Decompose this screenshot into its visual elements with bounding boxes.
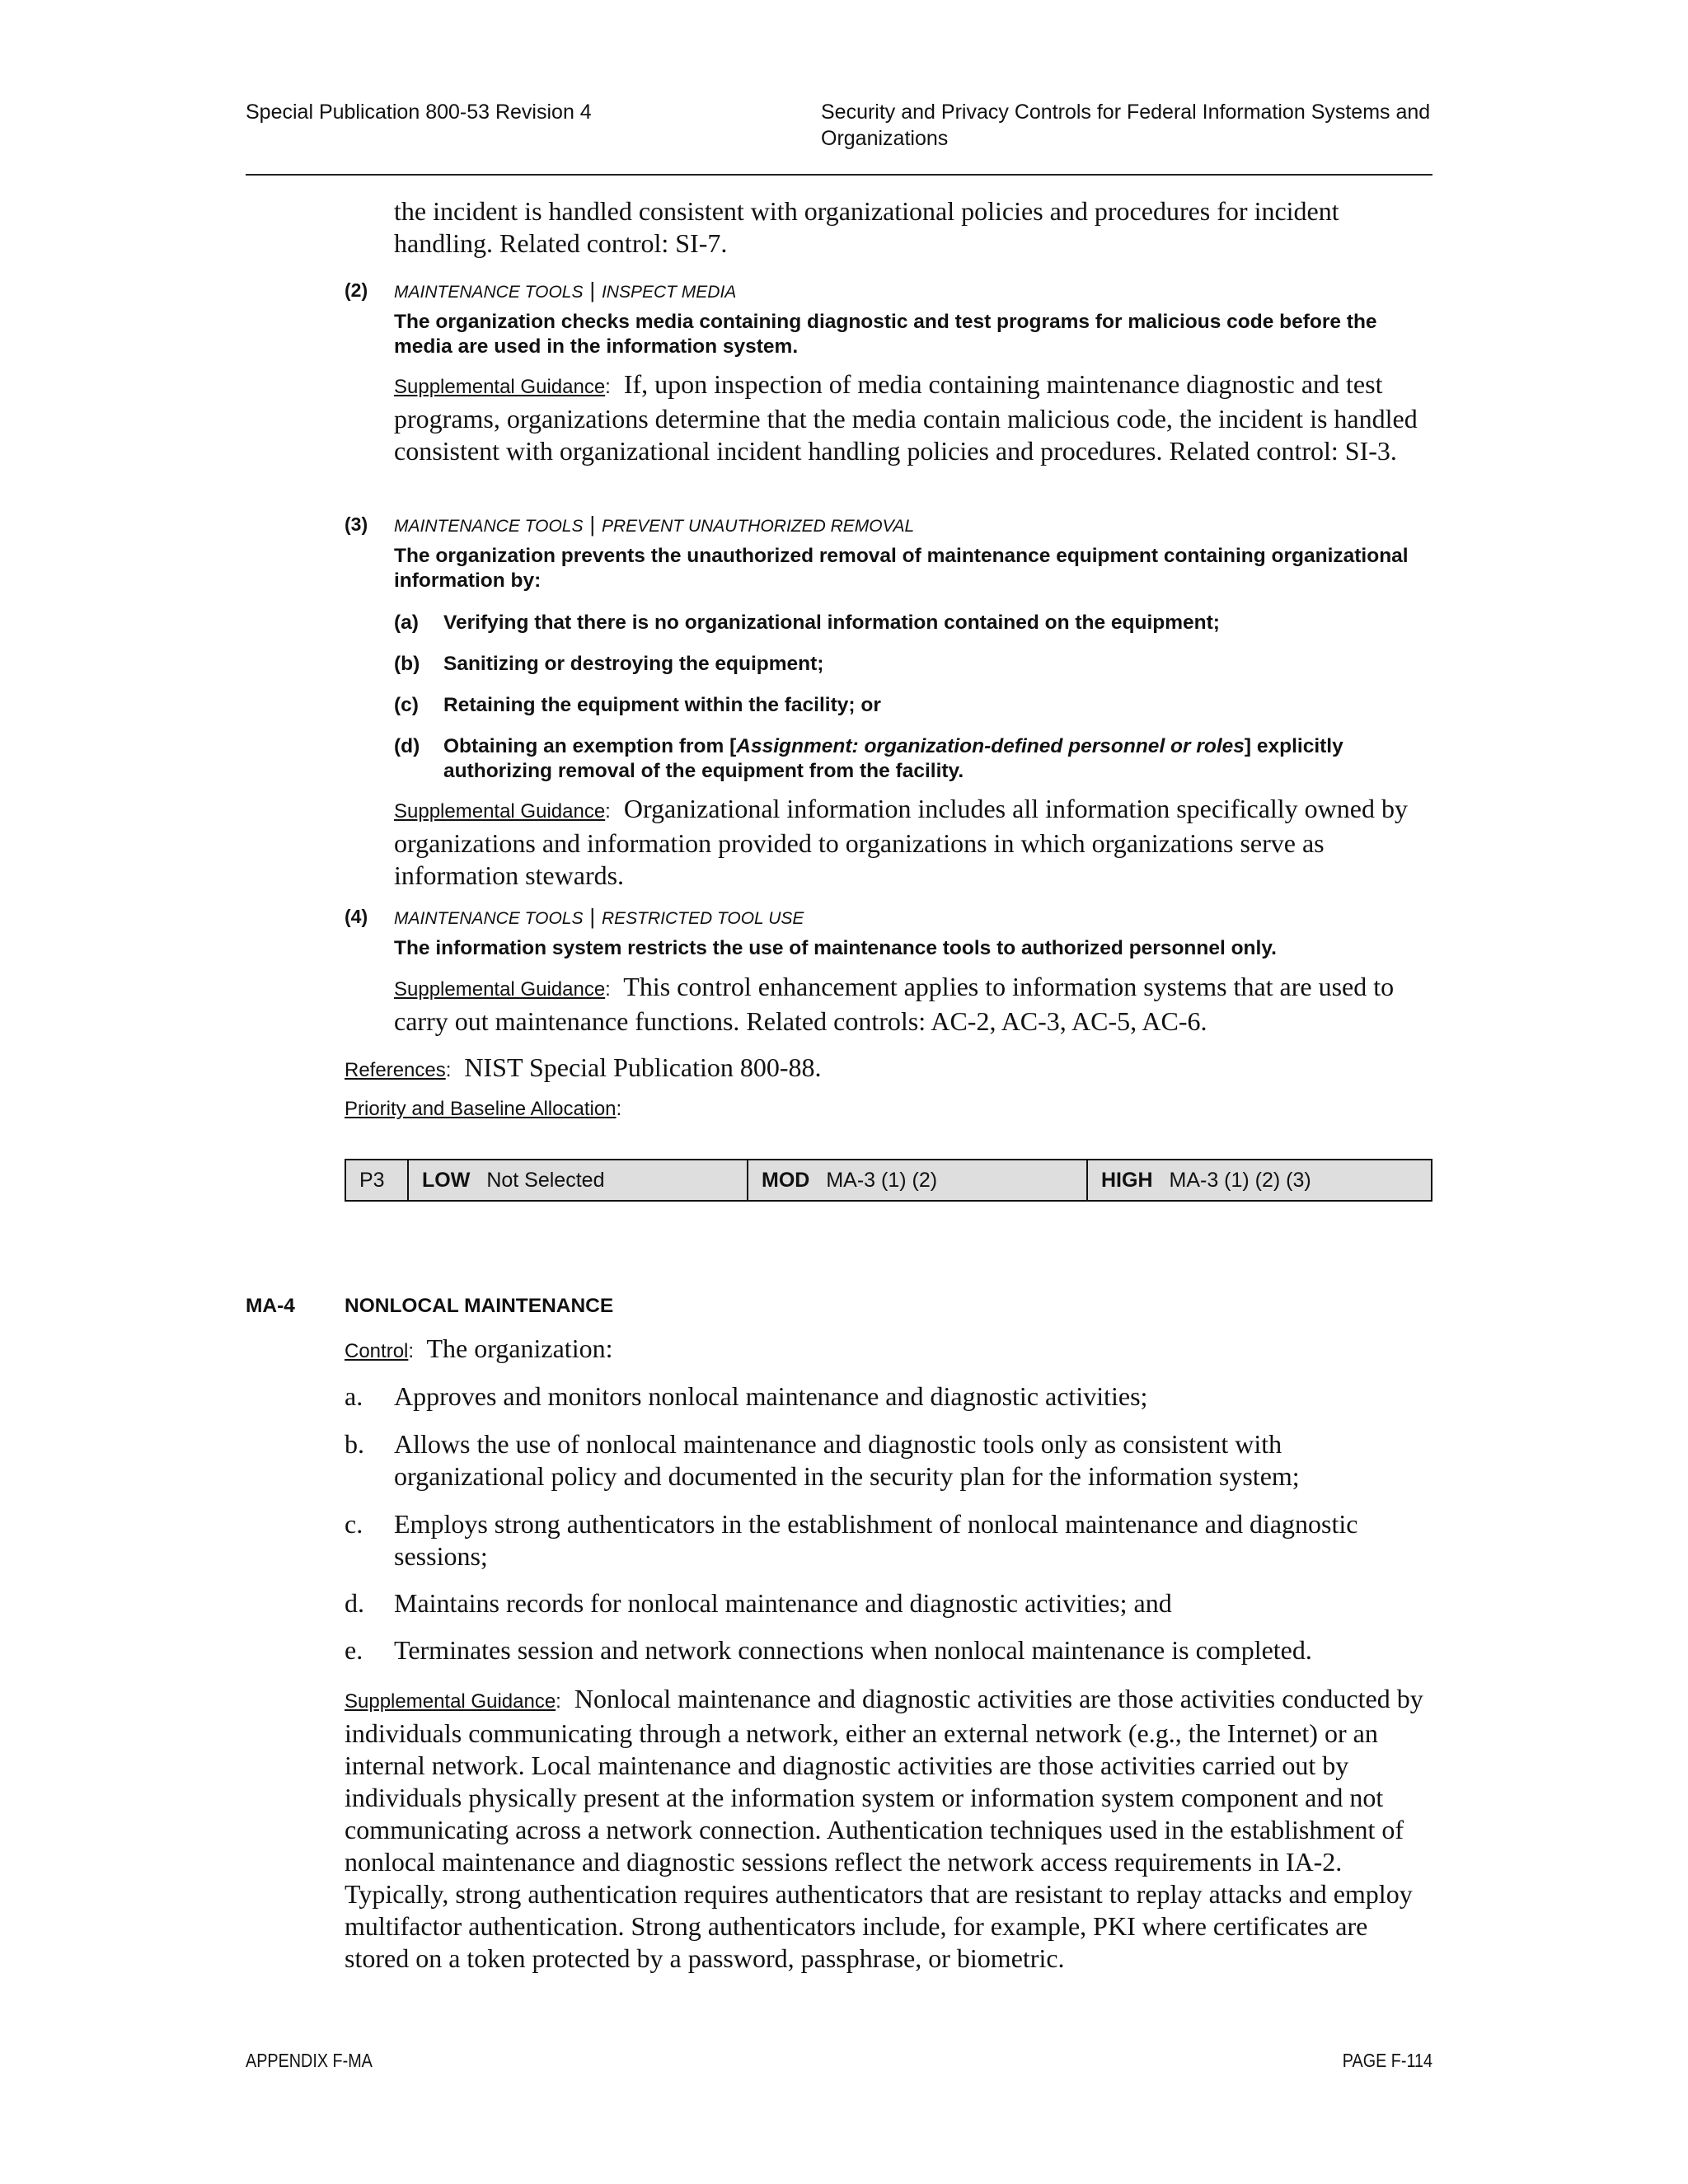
enhancement-number: (2) (345, 279, 368, 301)
enhancement-title (394, 512, 914, 539)
enhancement-number: (3) (345, 513, 368, 535)
low-tag: LOW (422, 1168, 471, 1192)
supplemental-guidance-label: Supplemental Guidance (394, 376, 606, 398)
list-item-text: Retaining the equipment within the facility; or (443, 694, 881, 716)
high-value: MA-3 (1) (2) (3) (1169, 1168, 1311, 1192)
supplemental-guidance-text: If, upon inspection of media containing maintenance diagnostic and test programs, organizations determine that the media contain malicious code, the incident is handled consistent with organizational incident handling policies and procedures. Related control: SI-3. (394, 369, 1418, 466)
enhancement-title (394, 278, 736, 305)
mod-value: MA-3 (1) (2) (826, 1168, 938, 1192)
supplemental-guidance (394, 971, 1434, 1038)
enhancement-title-main: MAINTENANCE TOOLS (394, 517, 584, 536)
control-item-text: Terminates session and network connections when nonlocal maintenance is completed. (394, 1635, 1312, 1665)
enhancement-title-sub: INSPECT MEDIA (601, 283, 737, 302)
label-colon: : (556, 1690, 561, 1713)
supplemental-guidance-label: Supplemental Guidance (345, 1690, 556, 1713)
assignment-parameter: Assignment: organization-defined personnel or roles (736, 735, 1245, 757)
control-item-letter: b. (345, 1429, 364, 1459)
enhancement-title-sub: PREVENT UNAUTHORIZED REMOVAL (601, 517, 915, 536)
control-statement-intro (345, 1333, 612, 1367)
label-colon: : (605, 978, 611, 1001)
footer-page-number: PAGE F-114 (1342, 2050, 1432, 2071)
mod-tag: MOD (762, 1168, 810, 1192)
title-separator: | (589, 278, 596, 302)
references-label: References (345, 1059, 446, 1081)
priority-value: P3 (359, 1168, 385, 1192)
list-item-letter: (a) (394, 612, 419, 634)
list-item-letter: (d) (394, 735, 420, 757)
supplemental-guidance (394, 368, 1434, 467)
baseline-allocation-table (345, 1159, 1432, 1202)
enhancement-title-sub: RESTRICTED TOOL USE (601, 909, 804, 928)
control-item-text: Approves and monitors nonlocal maintenance and diagnostic activities; (394, 1381, 1148, 1411)
control-item-letter: a. (345, 1381, 363, 1411)
low-value: Not Selected (486, 1168, 605, 1192)
label-colon: : (605, 376, 611, 398)
enhancement-title (394, 904, 804, 931)
low-baseline-cell (409, 1160, 748, 1200)
priority-baseline-heading (345, 1098, 621, 1121)
control-intro-text: The organization: (426, 1333, 613, 1363)
supplemental-guidance-text: Organizational information includes all information specifically owned by organizations and information provided to organizations in which organizations serve as information stewards. (394, 794, 1408, 890)
label-colon: : (445, 1059, 452, 1081)
enhancement-title-main: MAINTENANCE TOOLS (394, 283, 584, 302)
header-divider (246, 174, 1432, 176)
header-publication-title: Special Publication 800-53 Revision 4 (246, 101, 592, 124)
supplemental-guidance (394, 793, 1437, 892)
high-baseline-cell (1088, 1160, 1431, 1200)
control-item-text: Maintains records for nonlocal maintenance and diagnostic activities; and (394, 1588, 1172, 1618)
label-colon: : (616, 1098, 622, 1120)
enhancement-statement: The organization checks media containing diagnostic and test programs for malicious code before the media are used in the information system. (394, 311, 1377, 358)
control-id: MA-4 (246, 1295, 295, 1317)
supplemental-guidance-text: This control enhancement applies to information systems that are used to carry out maintenance functions. Related controls: AC-2, AC-3, AC-5, AC-6. (394, 972, 1395, 1036)
supplemental-guidance-label: Supplemental Guidance (394, 978, 606, 1001)
continuation-paragraph: the incident is handled consistent with organizational policies and procedures for incident handling. Related control: SI-7. (394, 196, 1339, 258)
priority-baseline-label: Priority and Baseline Allocation (345, 1098, 617, 1120)
supplemental-guidance-label: Supplemental Guidance (394, 800, 606, 823)
control-item-letter: e. (345, 1635, 363, 1665)
list-item-letter: (b) (394, 653, 420, 675)
enhancement-statement: The organization prevents the unauthorized removal of maintenance equipment containing organizational information by: (394, 545, 1409, 592)
supplemental-guidance (345, 1683, 1434, 1975)
list-item-text (443, 734, 1434, 784)
label-colon: : (408, 1340, 415, 1362)
list-item-text: Sanitizing or destroying the equipment; (443, 653, 824, 675)
control-label: Control (345, 1340, 409, 1362)
references (345, 1052, 1432, 1086)
control-item-letter: c. (345, 1509, 363, 1539)
control-name: NONLOCAL MAINTENANCE (345, 1295, 614, 1317)
control-item-text: Allows the use of nonlocal maintenance and diagnostic tools only as consistent with organizational policy and documented in the security plan for the information system; (394, 1429, 1300, 1491)
priority-cell (346, 1160, 409, 1200)
supplemental-guidance-text: Nonlocal maintenance and diagnostic activities are those activities conducted by individuals communicating through a network, either an external network (e.g., the Internet) or an internal network. Local maintenance and diagnostic activities are those activities carried out by individuals physically present at the information system or information system component and not communicating across a network connection. Authentication techniques used in the establishment of nonlocal maintenance and diagnostic sessions reflect the network access requirements in IA-2. Typically, strong authentication requires authenticators that are resistant to replay attacks and employ multifactor authentication. Strong authenticators include, for example, PKI where certificates are stored on a token protected by a password, passphrase, or biometric. (345, 1684, 1423, 1973)
title-separator: | (589, 512, 596, 537)
control-item-text: Employs strong authenticators in the establishment of nonlocal maintenance and diagnostic sessions; (394, 1509, 1358, 1571)
header-document-title: Security and Privacy Controls for Federal Information Systems and Organizations (821, 101, 1431, 150)
title-separator: | (589, 904, 596, 929)
footer-appendix: APPENDIX F-MA (246, 2050, 373, 2071)
list-item-letter: (c) (394, 694, 419, 716)
high-tag: HIGH (1101, 1168, 1153, 1192)
control-item-letter: d. (345, 1588, 364, 1618)
references-text: NIST Special Publication 800-88. (464, 1052, 822, 1082)
assignment-text-before: Obtaining an exemption from [ (443, 735, 737, 757)
enhancement-title-main: MAINTENANCE TOOLS (394, 909, 584, 928)
mod-baseline-cell (748, 1160, 1088, 1200)
enhancement-number: (4) (345, 906, 368, 927)
assignment-text-after: ] explicitly authorizing removal of the equipment from the facility. (443, 735, 1343, 782)
label-colon: : (605, 800, 611, 823)
enhancement-statement: The information system restricts the use of maintenance tools to authorized personnel only. (394, 937, 1277, 959)
list-item-text: Verifying that there is no organizational information contained on the equipment; (443, 612, 1220, 634)
